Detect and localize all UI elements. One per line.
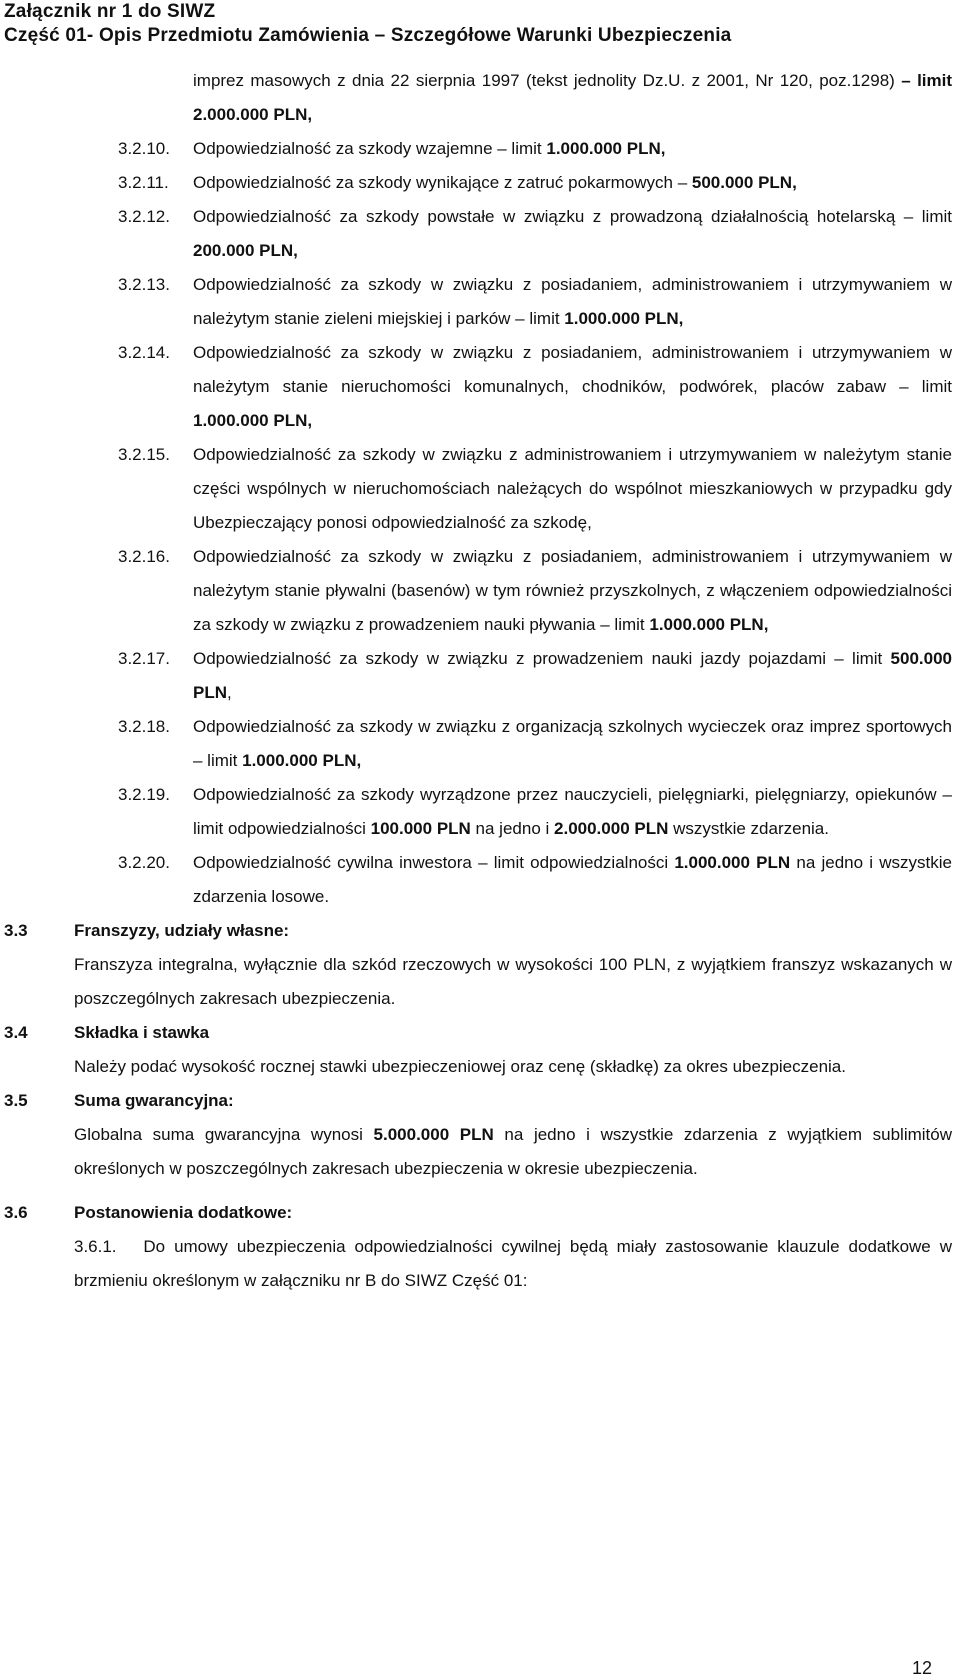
section-title: Postanowienia dodatkowe: — [74, 1203, 293, 1222]
section-heading — [0, 1016, 952, 1050]
item-text: Odpowiedzialność za szkody w związku z administrowaniem i utrzymywaniem w należytym stanie części wspólnych w nieruchomościach należących do wspólnot mieszkaniowych w przypadku gdy Ubezpieczający ponosi odpowiedzialność za szkodę, — [193, 445, 952, 532]
list-item — [0, 268, 952, 336]
list-item — [0, 64, 952, 132]
list-item — [0, 166, 952, 200]
subsection-text: 3.6.1. Do umowy ubezpieczenia odpowiedzialności cywilnej będą miały zastosowanie klauzule dodatkowe w brzmieniu określonym w załączniku nr B do SIWZ Część 01: — [74, 1237, 952, 1290]
section-body: Globalna suma gwarancyjna wynosi 5.000.000 PLN na jedno i wszystkie zdarzenia z wyjątkiem sublimitów określonych w poszczególnych zakresach ubezpieczenia w okresie ubezpieczenia. — [74, 1125, 952, 1178]
item-text: Odpowiedzialność cywilna inwestora – limit odpowiedzialności 1.000.000 PLN na jedno i wszystkie zdarzenia losowe. — [193, 853, 952, 906]
item-number: 3.2.12. — [118, 207, 170, 226]
item-text: Odpowiedzialność za szkody w związku z posiadaniem, administrowaniem i utrzymywaniem w należytym stanie nieruchomości komunalnych, chodników, podwórek, placów zabaw – limit 1.000.000 PLN, — [193, 343, 952, 430]
list-item — [0, 846, 952, 914]
section-heading — [0, 914, 952, 948]
list-item — [0, 200, 952, 268]
item-number: 3.2.20. — [118, 853, 170, 872]
list-item — [0, 438, 952, 540]
header-line-2: Część 01- Opis Przedmiotu Zamówienia – Szczegółowe Warunki Ubezpieczenia — [4, 25, 732, 46]
list-item — [0, 710, 952, 778]
item-number: 3.2.10. — [118, 139, 170, 158]
section-heading — [0, 1196, 952, 1230]
item-text: Odpowiedzialność za szkody w związku z posiadaniem, administrowaniem i utrzymywaniem w należytym stanie zieleni miejskiej i parków – limit 1.000.000 PLN, — [193, 275, 952, 328]
item-text: imprez masowych z dnia 22 sierpnia 1997 (tekst jednolity Dz.U. z 2001, Nr 120, poz.1298) – limit 2.000.000 PLN, — [193, 71, 953, 124]
list-item — [0, 132, 952, 166]
section-title: Suma gwarancyjna: — [74, 1091, 234, 1110]
item-number: 3.2.13. — [118, 275, 170, 294]
section-number: 3.4 — [4, 1023, 28, 1042]
item-text: Odpowiedzialność za szkody wyrządzone przez nauczycieli, pielęgniarki, pielęgniarzy, opiekunów – limit odpowiedzialności 100.000 PLN na jedno i 2.000.000 PLN wszystkie zdarzenia. — [193, 785, 952, 838]
list-item — [0, 540, 952, 642]
section-number: 3.3 — [4, 921, 28, 940]
item-number: 3.2.17. — [118, 649, 170, 668]
item-text: Odpowiedzialność za szkody wzajemne – limit 1.000.000 PLN, — [193, 139, 666, 158]
item-number: 3.2.16. — [118, 547, 170, 566]
document-body — [0, 64, 952, 1298]
header-line-1: Załącznik nr 1 do SIWZ — [4, 1, 216, 22]
section-body: Należy podać wysokość rocznej stawki ubezpieczeniowej oraz cenę (składkę) za okres ubezpieczenia. — [74, 1057, 846, 1076]
list-item — [0, 336, 952, 438]
item-number: 3.2.11. — [118, 173, 169, 192]
item-text: Odpowiedzialność za szkody w związku z organizacją szkolnych wycieczek oraz imprez sportowych – limit 1.000.000 PLN, — [193, 717, 952, 770]
section-title: Franszyzy, udziały własne: — [74, 921, 290, 940]
list-item — [0, 778, 952, 846]
item-text: Odpowiedzialność za szkody powstałe w związku z prowadzoną działalnością hotelarską – limit 200.000 PLN, — [193, 207, 952, 260]
list-item — [0, 642, 952, 710]
item-number: 3.2.15. — [118, 445, 170, 464]
item-number: 3.2.18. — [118, 717, 170, 736]
item-number: 3.2.14. — [118, 343, 170, 362]
item-text: Odpowiedzialność za szkody wynikające z zatruć pokarmowych – 500.000 PLN, — [193, 173, 797, 192]
section-number: 3.6 — [4, 1203, 28, 1222]
page-number: 12 — [911, 1658, 932, 1678]
item-text: Odpowiedzialność za szkody w związku z posiadaniem, administrowaniem i utrzymywaniem w należytym stanie pływalni (basenów) w tym również przyszkolnych, z włączeniem odpowiedzialności za szkody w związku z prowadzeniem nauki pływania – limit 1.000.000 PLN, — [193, 547, 952, 634]
page-header — [4, 0, 731, 48]
section-body: Franszyza integralna, wyłącznie dla szkód rzeczowych w wysokości 100 PLN, z wyjątkiem franszyz wskazanych w poszczególnych zakresach ubezpieczenia. — [74, 955, 952, 1008]
section-title: Składka i stawka — [74, 1023, 210, 1042]
section-heading — [0, 1084, 952, 1118]
section-number: 3.5 — [4, 1091, 28, 1110]
item-number: 3.2.19. — [118, 785, 170, 804]
subsection-number: 3.6.1. — [74, 1237, 117, 1256]
item-text: Odpowiedzialność za szkody w związku z prowadzeniem nauki jazdy pojazdami – limit 500.000 PLN, — [193, 649, 952, 702]
